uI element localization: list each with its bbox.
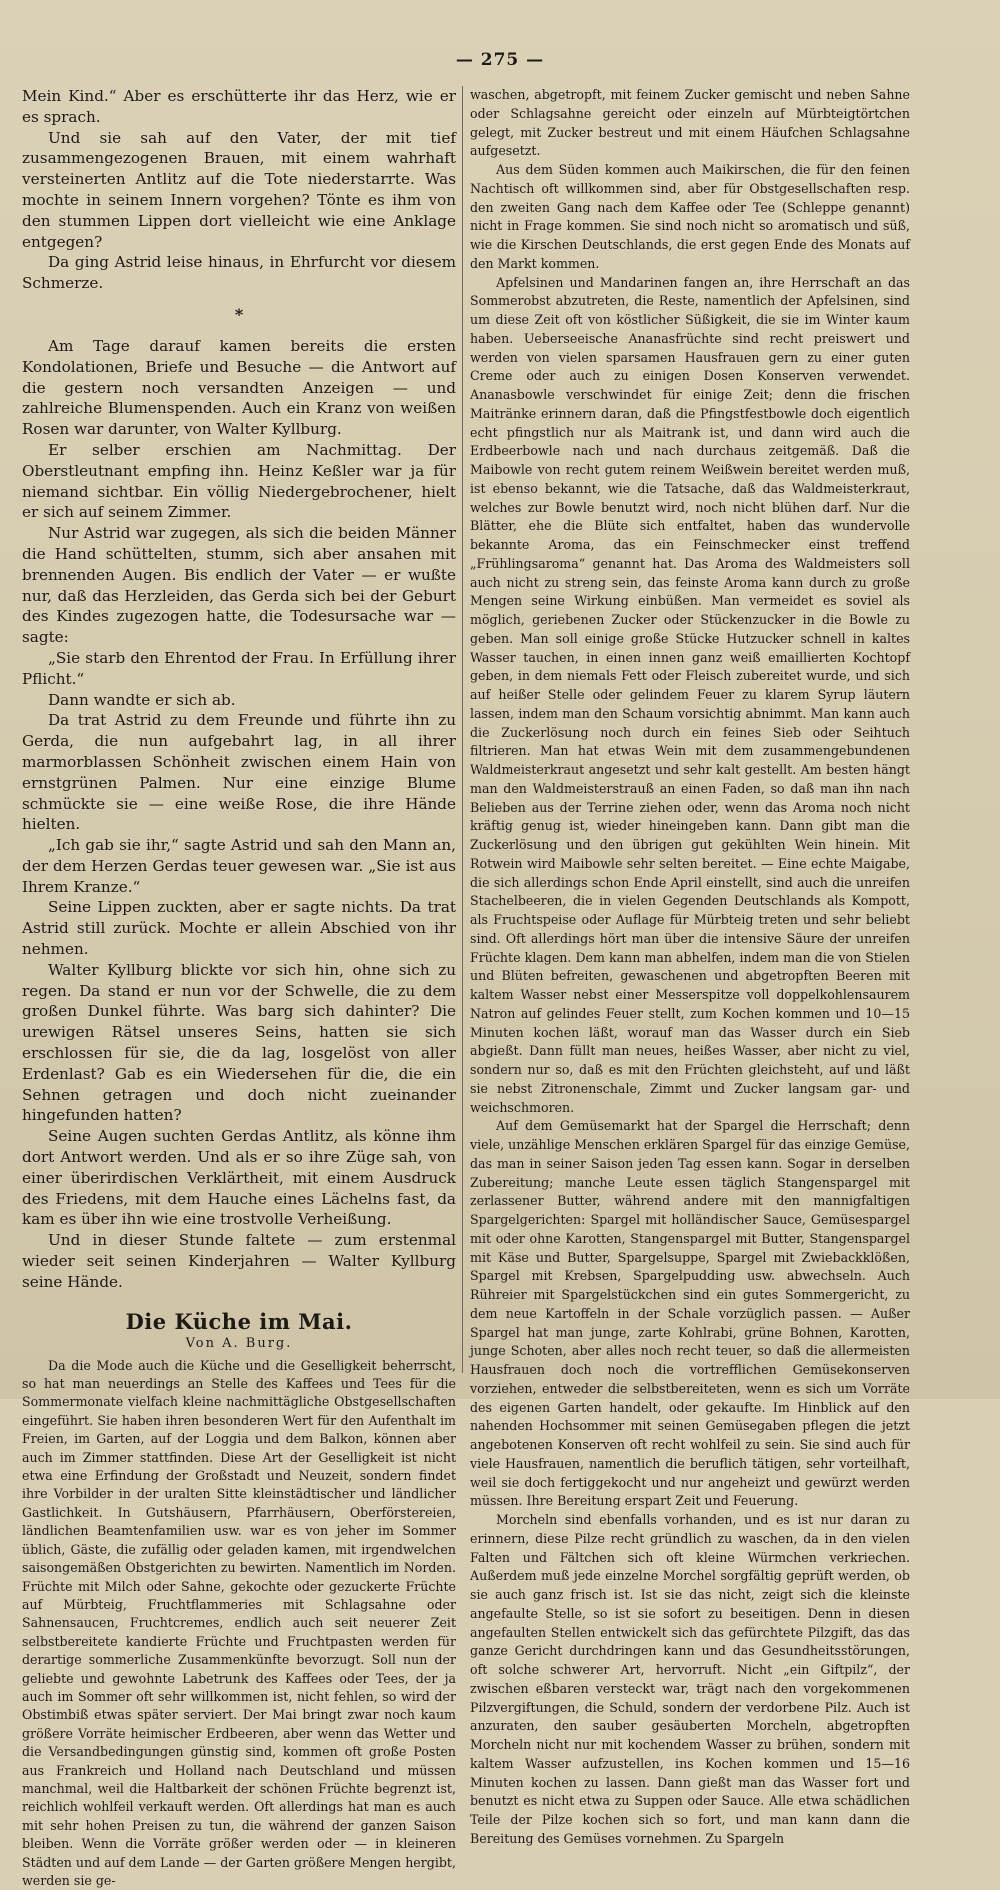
article-paragraph: Aus dem Süden kommen auch Maikirschen, die für den feinen Nachtisch oft willkommen sind, aber für Obstgesellschaften resp. den zweiten Gang nach dem Kaffee oder Tee (Schleppe genannt) nicht in Frage kommen. Sie sind noch nicht so aromatisch und süß, wie die Kirschen Deutschlands, die erst gegen Ende des Monats auf den Markt kommen. (470, 162, 910, 271)
article-byline: Von A. Burg. (185, 1335, 293, 1351)
left-column (22, 86, 456, 1888)
story-paragraph: Seine Augen suchten Gerdas Antlitz, als könne ihm dort Antwort werden. Und als er so ihre Züge sah, von einer überirdischen Verklärtheit, mit einem Ausdruck des Friedens, mit dem Hauche eines Lächelns fast, da kam es über ihn wie eine trostvolle Verheißung. (22, 1127, 456, 1229)
story-paragraph: Dann wandte er sich ab. (48, 690, 236, 709)
story-paragraph: Seine Lippen zuckten, aber er sagte nichts. Da trat Astrid still zurück. Mochte er allein Abschied von ihr nehmen. (22, 898, 456, 959)
article-paragraph: Morcheln sind ebenfalls vorhanden, und es ist nur daran zu erinnern, diese Pilze recht gründlich zu waschen, da in den vielen Falten und Fältchen sich oft kleine Würmchen verkriechen. Außerdem muß jede einzelne Morchel sorgfältig geprüft werden, ob sie auch ganz frisch ist. Ist sie das nicht, zeigt sich die kleinste angefaulte Stelle, so ist sie sofort zu beseitigen. Denn in diesen angefaulten Stellen entwickelt sich das gefürchtete Pilzgift, das das ganze Gericht durchdringen kann und das Gesundheitsstörungen, oft solche schwerer Art, hervorruft. Nicht „ein Giftpilz“, der zwischen eßbaren versteckt war, trägt nach den vorgekommenen Pilzvergiftungen, die Schuld, sondern der verdorbene Pilz. Auch ist anzuraten, den sauber gesäuberten Morcheln, abgetropften Morcheln nicht nur mit kochendem Wasser zu brühen, sondern mit kaltem Wasser aufzustellen, ins Kochen kommen und 15—16 Minuten kochen zu lassen. Dann gießt man das Wasser fort und benutzt es nicht etwa zu Suppen oder Sauce. Alle etwa schädlichen Teile der Pilze kochen sich so fort, und man kann dann die Bereitung des Gemüses vornehmen. Zu Spargeln (470, 1512, 910, 1846)
page-number: — 275 — (455, 50, 545, 70)
story-paragraph: Walter Kyllburg blickte vor sich hin, ohne sich zu regen. Da stand er nun vor der Schwelle, die zu dem großen Dunkel führte. Was barg sich dahinter? Die urewigen Rätsel unseres Seins, hatten sie sich erschlossen für sie, die da lag, losgelöst von aller Erdenlast? Gab es ein Wiedersehen für die, die ein Sehnen getragen und doch nicht zueinander hingefunden hatten? (22, 960, 456, 1125)
story-paragraph: Nur Astrid war zugegen, als sich die beiden Männer die Hand schüttelten, stumm, sich aber ansahen mit brennenden Augen. Bis endlich der Vater — er wußte nur, daß das Herzleiden, das Gerda sich bei der Geburt des Kindes zugezogen hatte, die Todesursache war — sagte: (22, 524, 456, 647)
section-separator: * (234, 304, 244, 324)
article-title: Die Küche im Mai. (125, 1308, 353, 1334)
story-paragraph: „Sie starb den Ehrentod der Frau. In Erfüllung ihrer Pflicht.“ (22, 648, 456, 688)
column-divider (462, 86, 463, 1373)
story-paragraph: Da ging Astrid leise hinaus, in Ehrfurcht vor diesem Schmerze. (22, 253, 456, 293)
story-paragraph: Und sie sah auf den Vater, der mit tief zusammengezogenen Brauen, mit einem wahrhaft versteinerten Antlitz auf die Tote niederstarrte. Was mochte in seinem Innern vorgehen? Tönte es ihm von den stummen Lippen dort vielleicht wie eine Anklage entgegen? (22, 128, 456, 251)
story-paragraph: Und in dieser Stunde faltete — zum erstenmal wieder seit seinen Kinderjahren — Walter Kyllburg seine Hände. (22, 1231, 456, 1291)
article-paragraph: Da die Mode auch die Küche und die Geselligkeit beherrscht, so hat man neuerdings an Stelle des Kaffees und Tees für die Sommermonate vielfach kleine nachmittägliche Obstgesellschaften eingeführt. Sie haben ihren besonderen Wert für den Aufenthalt im Freien, im Garten, auf der Loggia und dem Balkon, können aber auch im Zimmer stattfinden. Diese Art der Geselligkeit ist nicht etwa eine Erfindung der Großstadt und Neuzeit, sondern findet ihre Vorbilder in der uralten Sitte kleinstädtischer und ländlicher Gastlichkeit. In Gutshäusern, Pfarrhäusern, Oberförstereien, ländlichen Beamtenfamilien usw. war es von jeher im Sommer üblich, Gäste, die zufällig oder geladen kamen, mit irgendwelchen saisongemäßen Obstgerichten zu bewirten. Namentlich im Norden. Früchte mit Milch oder Sahne, gekochte oder gezuckerte Früchte auf Mürbteig, Fruchtflammeries mit Schlagsahne oder Sahnensaucen, Fruchtcremes, endlich auch seit neuerer Zeit selbstbereitete kandierte Früchte und Fruchtpasten werden für derartige sommerliche Zusammenkünfte bevorzugt. Soll nun der geliebte und gewohnte Labetrunk des Kaffees oder Tees, der ja auch im Sommer oft sehr willkommen ist, nicht fehlen, so wird der Obstimbiß etwas später serviert. Der Mai bringt zwar noch kaum größere Vorräte heimischer Erdbeeren, aber wenn das Wetter und die Versandbedingungen günstig sind, kommen oft große Posten aus Frankreich und Holland nach Deutschland und müssen manchmal, weil die Haltbarkeit der schönen Früchte begrenzt ist, reichlich wohlfeil verkauft werden. Oft allerdings hat man es auch mit sehr hohen Preisen zu tun, die während der ganzen Saison bleiben. Wenn die Vorräte größer werden oder — in kleineren Städten und auf dem Lande — der Garten größere Mengen hergibt, werden sie ge- (22, 1357, 456, 1888)
story-paragraph: „Ich gab sie ihr,“ sagte Astrid und sah den Mann an, der dem Herzen Gerdas teuer gewesen war. „Sie ist aus Ihrem Kranze.“ (22, 836, 456, 896)
right-column (470, 86, 910, 1846)
story-paragraph: Da trat Astrid zu dem Freunde und führte ihn zu Gerda, die nun aufgebahrt lag, in all ihrer marmorblassen Schönheit zwischen einem Hain von ernstgrünen Palmen. Nur eine einzige Blume schmückte sie — eine weiße Rose, die ihre Hände hielten. (22, 711, 456, 834)
article-paragraph: Auf dem Gemüsemarkt hat der Spargel die Herrschaft; denn viele, unzählige Menschen erklären Spargel für das einzige Gemüse, das man in seiner Saison jeden Tag essen kann. Sogar in derselben Zubereitung; manche Leute essen täglich Stangenspargel mit zerlassener Butter, während andere mit den mannigfaltigen Spargelgerichten: Spargel mit holländischer Sauce, Gemüsespargel mit oder ohne Karotten, Stangenspargel mit Butter, Stangenspargel mit Käse und Butter, Spargelsuppe, Spargel mit Zwiebackklößen, Spargel mit Krebsen, Spargelpudding usw. abwechseln. Auch Rühreier mit Spargelstückchen sind ein gutes Sommergericht, zu dem neue Kartoffeln in der Schale vorzüglich passen. — Außer Spargel hat man junge, zarte Kohlrabi, grüne Bohnen, Karotten, junge Schoten, aber alles noch recht teuer, so daß die allermeisten Hausfrauen doch noch die vortrefflichen Gemüsekonserven vorziehen, entweder die selbstbereiteten, wenn es sich um Vorräte des eigenen Garten handelt, oder gekaufte. Im Hinblick auf den nahenden Hochsommer mit seinen Gemüsegaben pflegen die jetzt angebotenen Konserven oft recht wohlfeil zu sein. Sie sind auch für viele Hausfrauen, namentlich die beruflich tätigen, sehr vorteilhaft, weil sie doch fertiggekocht und nur angeheizt und gewürzt werden müssen. Ihre Bereitung erspart Zeit und Feuerung. (470, 1118, 910, 1509)
story-paragraph: Mein Kind.“ Aber es erschütterte ihr das Herz, wie er es sprach. (22, 87, 456, 126)
article-paragraph: waschen, abgetropft, mit feinem Zucker gemischt und neben Sahne oder Schlagsahne gereicht oder einzeln auf Mürbteigtörtchen gelegt, mit Zucker bestreut und mit einem Häufchen Schlagsahne aufgesetzt. (470, 87, 910, 159)
article-paragraph: Apfelsinen und Mandarinen fangen an, ihre Herrschaft an das Sommerobst abzutreten, die Reste, namentlich der Apfelsinen, sind um diese Zeit oft von köstlicher Süßigkeit, die sie im Winter kaum haben. Ueberseeische Ananasfrüchte sind recht preiswert und werden von vielen sparsamen Hausfrauen gern zu einer guten Creme oder auch zu einigen Dosen Konserven verwendet. Ananasbowle verschwindet für einige Zeit; denn die frischen Maitränke erinnern daran, daß die Pfingstfestbowle doch eigentlich echt pfingstlich nur als Maitrank ist, und dann wird auch die Erdbeerbowle nach und nach durchaus zeitgemäß. Daß die Maibowle von recht gutem reinem Weißwein bereitet werden muß, ist ebenso bekannt, wie die Tatsache, daß das Waldmeisterkraut, welches zur Bowle benutzt wird, noch nicht blühen darf. Nur die Blätter, ehe die Blüte sich entfaltet, haben das wundervolle bekannte Aroma, das ein Feinschmecker einst treffend „Frühlingsaroma“ genannt hat. Das Aroma des Waldmeisters soll auch nicht zu streng sein, das feinste Aroma kann durch zu große Mengen seine Wirkung einbüßen. Man vermeidet es soviel als möglich, geriebenen Zucker oder Stückenzucker in die Bowle zu geben. Man soll einige große Stücke Hutzucker schnell in kaltes Wasser tauchen, in einen innen ganz weiß emaillierten Kochtopf geben, in dem niemals Fett oder Fleisch zubereitet wurde, und sich auf heißer Stelle oder gelindem Feuer zu klarem Syrup läutern lassen, indem man den Schaum vorsichtig abnimmt. Man kann auch die Zuckerlösung noch durch ein feines Sieb oder Seihtuch filtrieren. Man hat etwas Wein mit dem zusammengebundenen Waldmeisterkraut angesetzt und sehr kalt gestellt. Am besten hängt man den Waldmeisterstrauß an einen Faden, so daß man ihn nach Belieben aus der Terrine ziehen oder, wenn das Aroma noch nicht kräftig genug ist, wieder hineingeben kann. Dann gibt man die Zuckerlösung und den übrigen gut gekühlten Wein hinein. Mit Rotwein wird Maibowle sehr selten bereitet. — Eine echte Maigabe, die sich allerdings schon Ende April einstellt, sind auch die unreifen Stachelbeeren, die in vielen Gegenden Deutschlands als Kompott, als Fruchtspeise oder Auflage für Mürbteig treten und sehr beliebt sind. Oft allerdings hört man über die intensive Säure der unreifen Früchte klagen. Dem kann man abhelfen, indem man die von Stielen und Blüten befreiten, gewaschenen und abgetropften Beeren mit kaltem Wasser nebst einer Messerspitze voll doppelkohlensaurem Natron auf gelindes Feuer stellt, zum Kochen kommen und 10—15 Minuten kochen läßt, worauf man das Wasser durch ein Sieb abgießt. Dann füllt man neues, heißes Wasser, aber nicht zu viel, sondern nur so, daß es mit den Früchten gleichsteht, auf und läßt sie nebst Zitronenschale, Zimmt und Zucker langsam gar- und weichschmoren. (470, 274, 910, 1115)
story-paragraph: Am Tage darauf kamen bereits die ersten Kondolationen, Briefe und Besuche — die Antwort auf die gestern noch versandten Anzeigen — und zahlreiche Blumenspenden. Auch ein Kranz von weißen Rosen war darunter, von Walter Kyllburg. (22, 336, 456, 439)
story-paragraph: Er selber erschien am Nachmittag. Der Oberstleutnant empfing ihn. Heinz Keßler war ja für niemand sichtbar. Ein völlig Niedergebrochener, hielt er sich auf seinem Zimmer. (22, 440, 456, 522)
